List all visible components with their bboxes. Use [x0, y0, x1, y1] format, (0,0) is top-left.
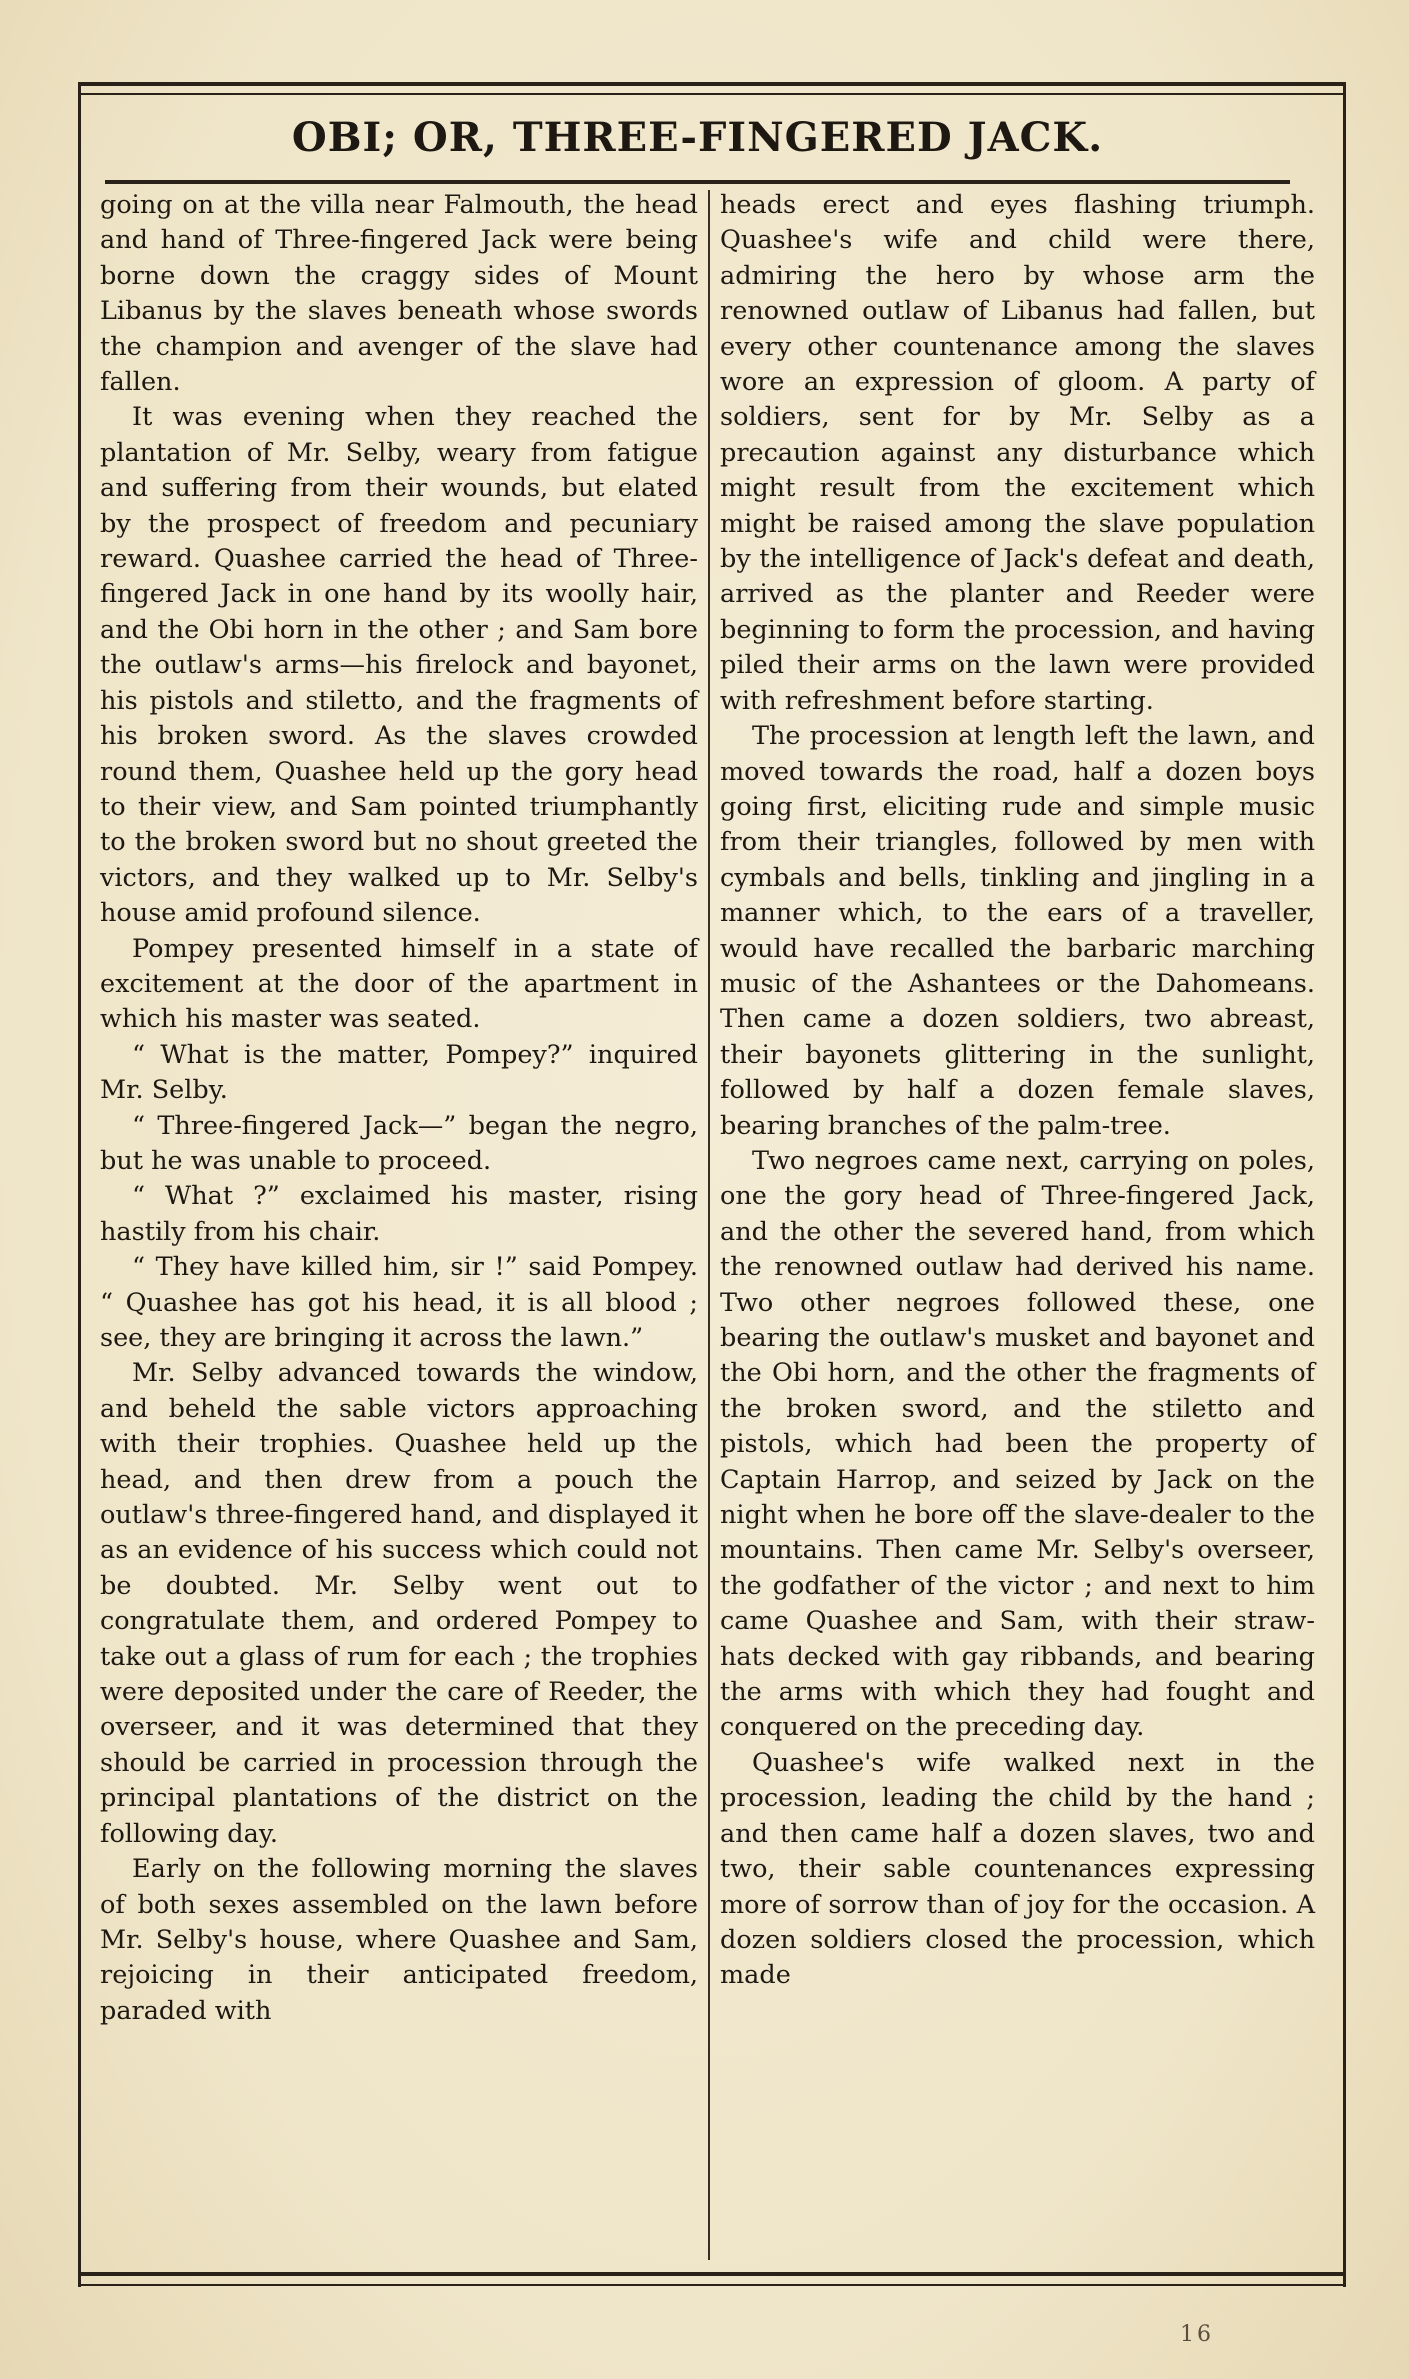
- page-number: 16: [1180, 2322, 1214, 2347]
- top-border-rule: [78, 82, 1346, 86]
- right-column: [720, 188, 1315, 1994]
- right-border-rule: [1343, 82, 1346, 2287]
- left-border-rule: [78, 82, 81, 2287]
- header-divider: [105, 180, 1290, 184]
- top-border-rule-thin: [78, 93, 1346, 95]
- paragraph: “ What is the matter, Pompey?” inquired Mr. Selby.: [100, 1039, 698, 1106]
- paragraph: Quashee's wife walked next in the procession, leading the child by the hand ; and then came half a dozen slaves, two and two, their sable countenances expressing more of sorrow than of joy for the occasion. A dozen soldiers closed the procession, which made: [720, 1747, 1315, 1991]
- paragraph: “ What ?” exclaimed his master, rising hastily from his chair.: [100, 1181, 698, 1247]
- paragraph: Early on the following morning the slaves of both sexes assembled on the lawn before Mr. Selby's house, where Quashee and Sam, rejoicing in their anticipated freedom, paraded with: [100, 1854, 698, 2026]
- paragraph: going on at the villa near Falmouth, the head and hand of Three-fingered Jack were being borne down the craggy sides of Mount Libanus by the slaves beneath whose swords the champion and avenger of the slave had fallen.: [100, 190, 698, 398]
- paragraph: Two negroes came next, carrying on poles, one the gory head of Three-fingered Jack, and the other the severed hand, from which the renowned outlaw had derived his name. Two other negroes followed these, one bearing the outlaw's musket and bayonet and the Obi horn, and the other the fragments of the broken sword, and the stiletto and pistols, which had been the property of Captain Harrop, and seized by Jack on the night when he bore off the slave-dealer to the mountains. Then came Mr. Selby's overseer, the godfather of the victor ; and next to him came Quashee and Sam, with their straw-hats decked with gay ribbands, and bearing the arms with which they had fought and conquered on the preceding day.: [720, 1145, 1315, 1743]
- page-title: OBI; OR, THREE-FINGERED JACK.: [291, 114, 1104, 161]
- paragraph: The procession at length left the lawn, and moved towards the road, half a dozen boys going first, eliciting rude and simple music from their triangles, followed by men with cymbals and bells, tinkling and jingling in a manner which, to the ears of a traveller, would have recalled the barbaric marching music of the Ashantees or the Dahomeans. Then came a dozen soldiers, two abreast, their bayonets glittering in the sunlight, followed by half a dozen female slaves, bearing branches of the palm-tree.: [720, 721, 1315, 1141]
- paragraph: “ Three-fingered Jack—” began the negro, but he was unable to proceed.: [100, 1110, 698, 1176]
- bottom-border-rule-thin: [78, 2284, 1346, 2286]
- paragraph: Mr. Selby advanced towards the window, and beheld the sable victors approaching with their trophies. Quashee held up the head, and then drew from a pouch the outlaw's three-fingered hand, and displayed it as an evidence of his success which could not be doubted. Mr. Selby went out to congratulate them, and ordered Pompey to take out a glass of rum for each ; the trophies were deposited under the care of Reeder, the overseer, and it was determined that they should be carried in procession through the principal plantations of the district on the following day.: [100, 1358, 698, 1849]
- paragraph: It was evening when they reached the plantation of Mr. Selby, weary from fatigue and suffering from their wounds, but elated by the prospect of freedom and pecuniary reward. Quashee carried the head of Three-fingered Jack in one hand by its woolly hair, and the Obi horn in the other ; and Sam bore the outlaw's arms—his firelock and bayonet, his pistols and stiletto, and the fragments of his broken sword. As the slaves crowded round them, Quashee held up the gory head to their view, and Sam pointed triumphantly to the broken sword but no shout greeted the victors, and they walked up to Mr. Selby's house amid profound silence.: [100, 402, 698, 929]
- column-divider: [708, 190, 710, 2260]
- paragraph: Pompey presented himself in a state of excitement at the door of the apartment in which his master was seated.: [100, 933, 698, 1035]
- paragraph: heads erect and eyes flashing triumph. Quashee's wife and child were there, admiring the hero by whose arm the renowned outlaw of Libanus had fallen, but every other countenance among the slaves wore an expression of gloom. A party of soldiers, sent for by Mr. Selby as a precaution against any disturbance which might result from the excitement which might be raised among the slave population by the intelligence of Jack's defeat and death, arrived as the planter and Reeder were beginning to form the procession, and having piled their arms on the lawn were provided with refreshment before starting.: [720, 190, 1315, 716]
- paragraph: “ They have killed him, sir !” said Pompey. “ Quashee has got his head, it is all blood ; see, they are bringing it across the lawn.”: [100, 1252, 698, 1353]
- bottom-border-rule: [78, 2272, 1346, 2276]
- left-column: [100, 188, 698, 2029]
